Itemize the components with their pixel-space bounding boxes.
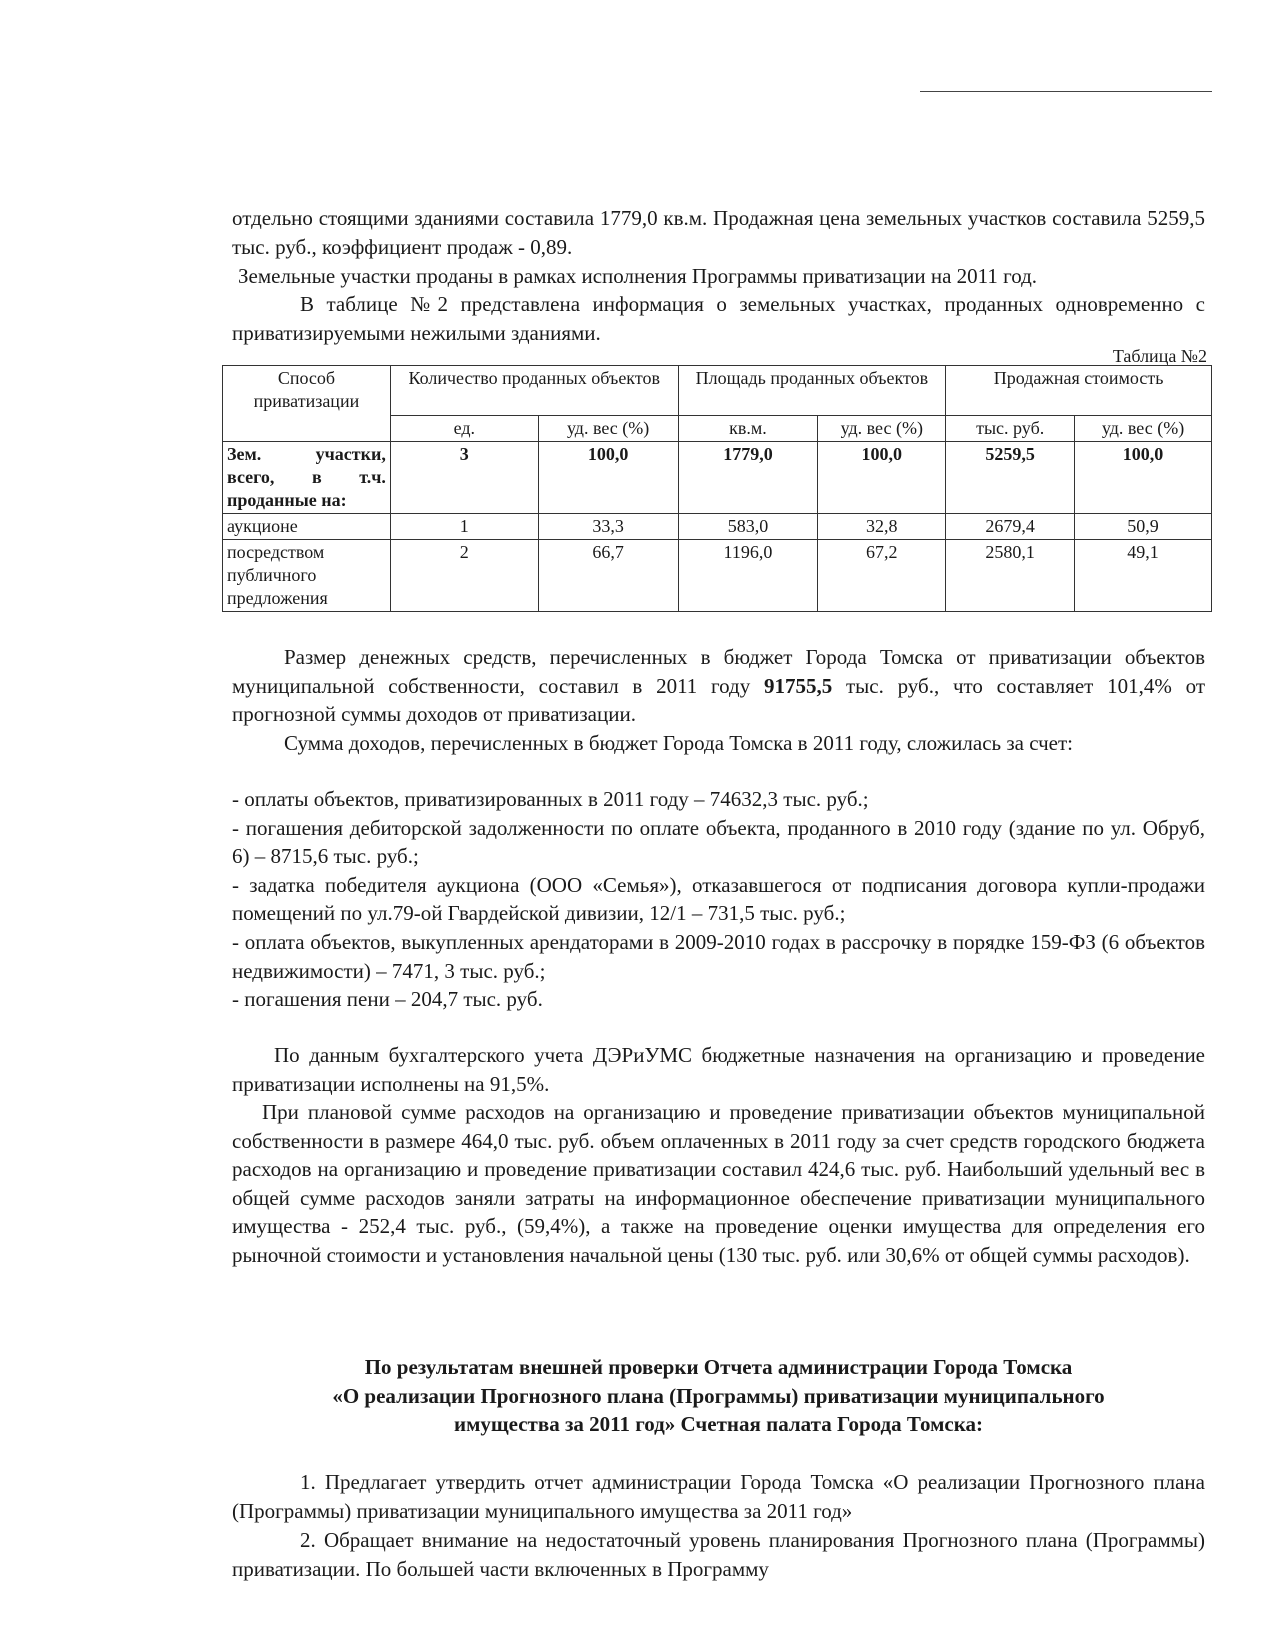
list-item: - оплата объектов, выкупленных арендаторами в 2009-2010 годах в рассрочку в порядке 159-ФЗ (6 объектов недвижимости) – 7471, 3 тыс. руб.; — [232, 929, 1205, 983]
paragraph-budget — [232, 643, 1205, 729]
heading-line: «О реализации Прогнозного плана (Программы) приватизации муниципального — [332, 1383, 1105, 1408]
cell: 583,0 — [678, 514, 818, 540]
subheader: уд. вес (%) — [1075, 416, 1212, 442]
subheader: уд. вес (%) — [538, 416, 678, 442]
heading-line: По результатам внешней проверки Отчета администрации Города Томска — [364, 1355, 1073, 1379]
cell: 49,1 — [1075, 540, 1212, 612]
subheader: ед. — [390, 416, 538, 442]
paragraph-program: Земельные участки проданы в рамках исполнения Программы приватизации на 2011 год. — [238, 264, 1038, 288]
cell: 50,9 — [1075, 514, 1212, 540]
text: Размер денежных средств, перечисленных в бюджет Города Томска от приватизации объектов муниципальной собственности, составил в 2011 году — [232, 645, 1205, 698]
header-count: Количество проданных объектов — [390, 366, 678, 416]
income-list — [232, 785, 1205, 1014]
list-item: - задатка победителя аукциона (ООО «Семья»), отказавшегося от подписания договора купли-продажи помещений по ул.79-ой Гвардейской дивизии, 12/1 – 731,5 тыс. руб.; — [232, 872, 1205, 926]
paragraph-table-intro: В таблице №2 представлена информация о земельных участках, проданных одновременно с приватизируемыми нежилыми зданиями. — [232, 292, 1205, 345]
cell: 33,3 — [538, 514, 678, 540]
cell: 100,0 — [538, 442, 678, 514]
cell: 67,2 — [818, 540, 946, 612]
cell: посредством публичного предложения — [223, 540, 391, 612]
cell: 66,7 — [538, 540, 678, 612]
conclusion-heading — [232, 1353, 1205, 1439]
header-price: Продажная стоимость — [946, 366, 1212, 416]
cell: 2580,1 — [946, 540, 1075, 612]
paragraph-accounting: По данным бухгалтерского учета ДЭРиУМС бюджетные назначения на организацию и проведение приватизации исполнены на 91,5%. — [232, 1043, 1205, 1096]
cell: 100,0 — [818, 442, 946, 514]
subheader: уд. вес (%) — [818, 416, 946, 442]
cell: 2679,4 — [946, 514, 1075, 540]
paragraph-continuation: отдельно стоящими зданиями составила 1779,0 кв.м. Продажная цена земельных участков составила 5259,5 тыс. руб., коэффициент продаж - 0,89. — [232, 206, 1205, 259]
cell: 32,8 — [818, 514, 946, 540]
cell: 1779,0 — [678, 442, 818, 514]
cell: 100,0 — [1075, 442, 1212, 514]
header-method: Способ приватизации — [223, 366, 391, 442]
total-amount: 91755,5 — [763, 673, 833, 698]
list-item: - погашения дебиторской задолженности по оплате объекта, проданного в 2010 году (здание по ул. Обруб, 6) – 8715,6 тыс. руб.; — [232, 815, 1205, 869]
conclusion-item-2: 2. Обращает внимание на недостаточный уровень планирования Прогнозного плана (Программы) приватизации. По большей части включенных в Программу — [232, 1528, 1205, 1581]
list-item: - погашения пени – 204,7 тыс. руб. — [232, 987, 543, 1012]
list-item: - оплаты объектов, приватизированных в 2011 году – 74632,3 тыс. руб.; — [232, 787, 869, 811]
heading-line: имущества за 2011 год» Счетная палата Города Томска: — [454, 1412, 983, 1437]
cell: аукционе — [223, 514, 391, 540]
subheader: тыс. руб. — [946, 416, 1075, 442]
table-row — [223, 540, 1212, 612]
cell: Зем. участки, всего, в т.ч. проданные на: — [223, 442, 391, 514]
paragraph-expenses: При плановой сумме расходов на организацию и проведение приватизации объектов муниципальной собственности в размере 464,0 тыс. руб. объем оплаченных в 2011 году за счет средств городского бюджета расходов на организацию и проведение приватизации составил 424,6 тыс. руб. Наибольший удельный вес в общей сумме расходов заняли затраты на информационное обеспечение приватизации муниципального имущества - 252,4 тыс. руб., (59,4%), а также на проведение оценки имущества для определения его рыночной стоимости и установления начальной цены (130 тыс. руб. или 30,6% от общей суммы расходов). — [232, 1100, 1205, 1267]
header-rule — [920, 91, 1212, 92]
table-row-total — [223, 442, 1212, 514]
cell: 5259,5 — [946, 442, 1075, 514]
cell: 3 — [390, 442, 538, 514]
table-header-row — [223, 366, 1212, 416]
cell: 1196,0 — [678, 540, 818, 612]
paragraph-income: Сумма доходов, перечисленных в бюджет Города Томска в 2011 году, сложилась за счет: — [284, 731, 1074, 755]
cell: 1 — [390, 514, 538, 540]
header-area: Площадь проданных объектов — [678, 366, 946, 416]
text: тыс. руб., что составляет 101,4% от прогнозной суммы доходов от приватизации. — [232, 673, 1205, 727]
subheader: кв.м. — [678, 416, 818, 442]
table-caption: Таблица №2 — [1112, 346, 1207, 366]
land-plots-table — [222, 365, 1212, 612]
conclusion-item-1: 1. Предлагает утвердить отчет администрации Города Томска «О реализации Прогнозного плана (Программы) приватизации муниципального имущества за 2011 год» — [232, 1470, 1205, 1523]
table-row — [223, 514, 1212, 540]
cell: 2 — [390, 540, 538, 612]
